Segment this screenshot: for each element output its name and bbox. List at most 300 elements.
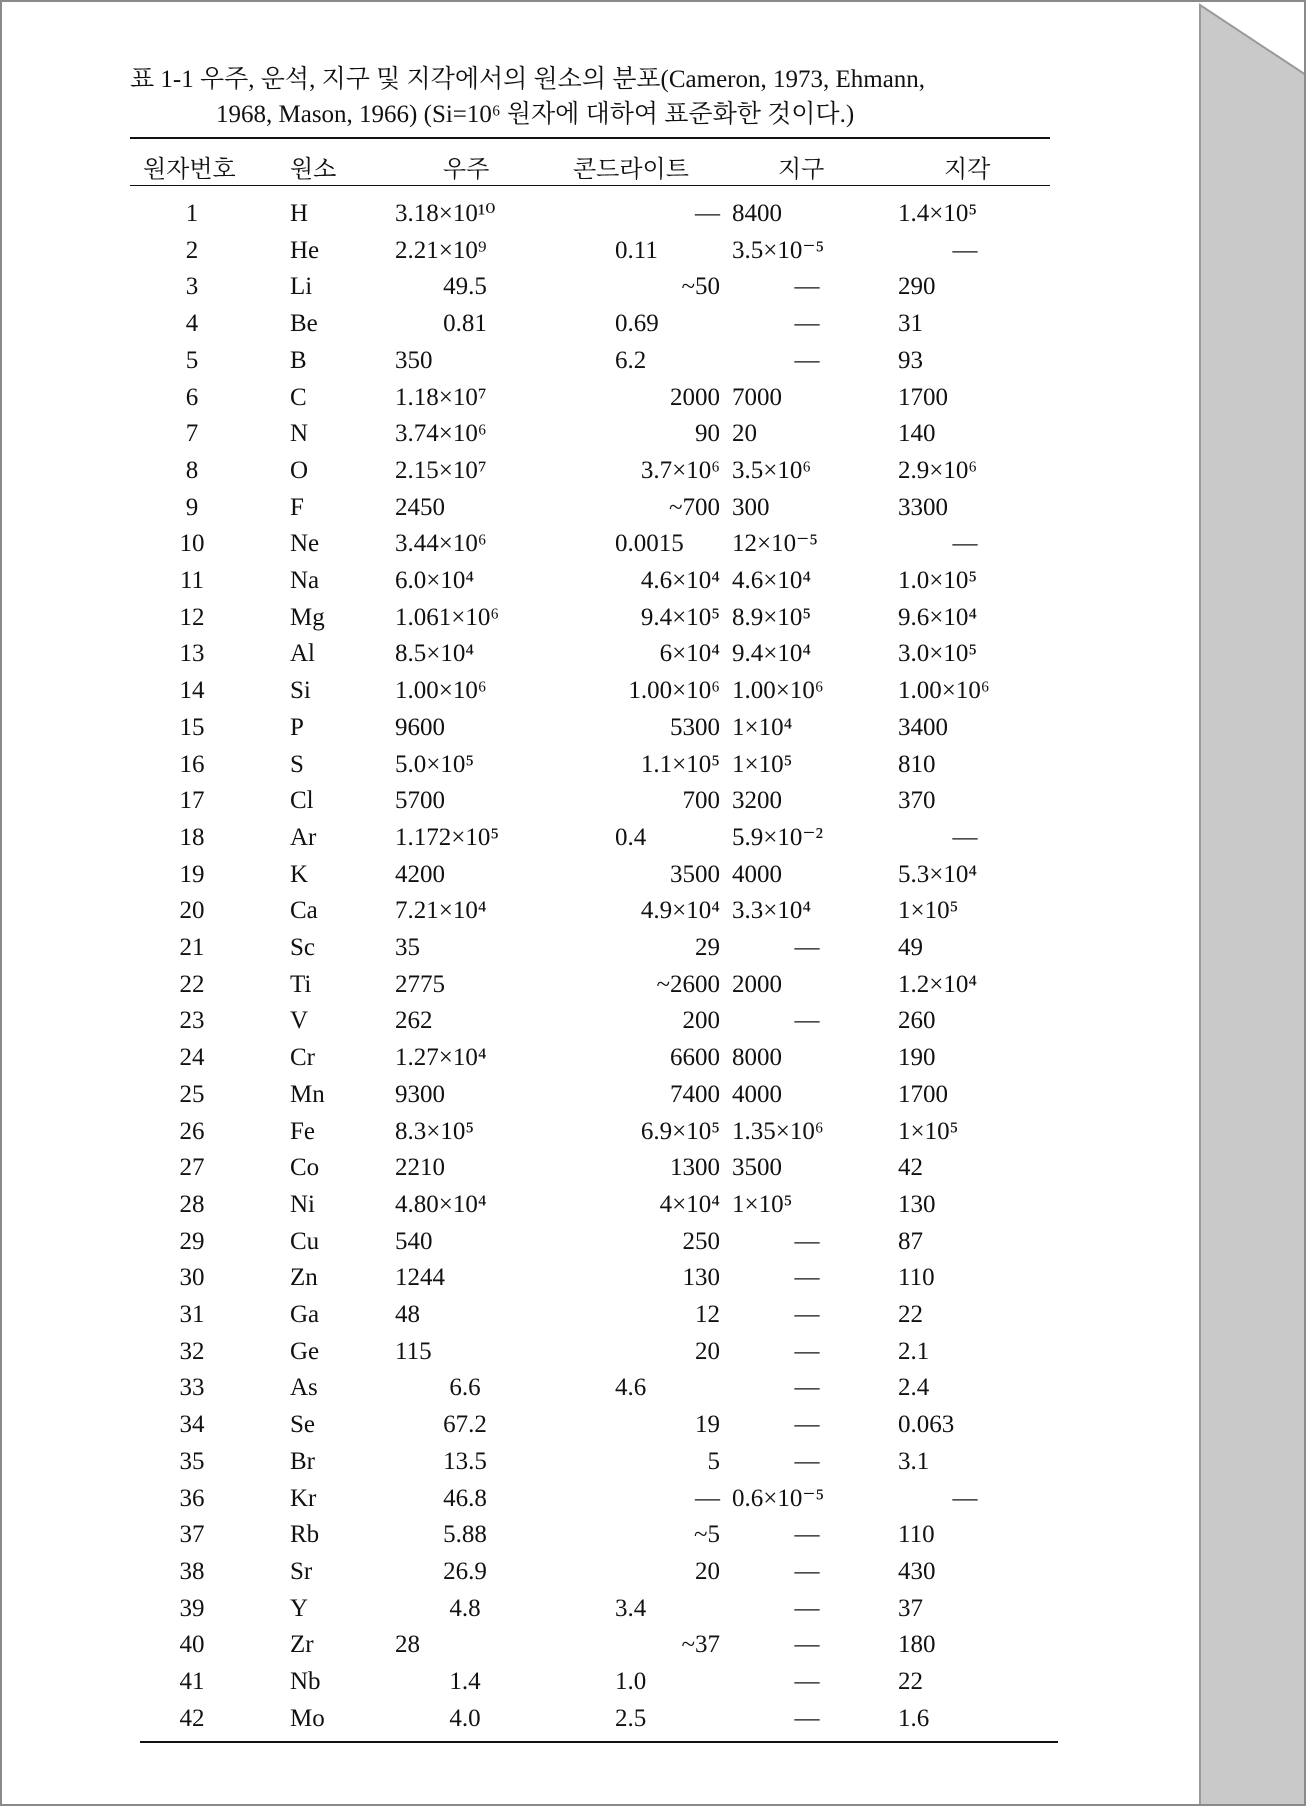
cell-chondrite: 4.9×10⁴ — [640, 897, 720, 925]
cell-universe: 540 — [395, 1227, 433, 1255]
cell-earth: 1×10⁵ — [732, 1190, 793, 1218]
cell-earth: 12×10⁻⁵ — [732, 530, 819, 558]
caption-line-2: 1968, Mason, 1966) (Si=10⁶ 원자에 대하여 표준화한 것이다.) — [216, 101, 855, 128]
cell-earth: 3.3×10⁴ — [732, 897, 812, 925]
cell-crust: 1.0×10⁵ — [898, 567, 978, 594]
cell-atomic-number: 19 — [179, 860, 205, 888]
cell-universe: 4.8 — [449, 1594, 481, 1622]
cell-universe: 3.18×10¹⁰ — [395, 200, 496, 227]
cell-earth: — — [794, 1264, 820, 1292]
header-crust: 지각 — [944, 155, 991, 183]
table-row — [0, 1370, 1200, 1406]
table-row — [0, 233, 1200, 269]
cell-atomic-number: 6 — [185, 383, 199, 411]
cell-universe: 6.6 — [449, 1374, 481, 1402]
cell-element: C — [290, 383, 307, 411]
cell-element: Na — [290, 567, 320, 594]
cell-atomic-number: 21 — [179, 934, 205, 961]
table-row — [0, 1187, 1200, 1223]
cell-element: Ti — [290, 970, 312, 998]
cell-crust: 1.6 — [898, 1704, 930, 1732]
cell-atomic-number: 14 — [179, 677, 205, 705]
table-row — [0, 1481, 1200, 1517]
cell-crust: 1×10⁵ — [898, 897, 959, 925]
cell-universe: 9600 — [395, 713, 445, 741]
cell-crust: 9.6×10⁴ — [898, 603, 978, 631]
cell-earth: 4.6×10⁴ — [732, 567, 812, 594]
cell-universe: 48 — [395, 1301, 420, 1328]
cell-atomic-number: 30 — [179, 1264, 205, 1292]
cell-crust: 5.3×10⁴ — [898, 860, 978, 888]
cell-chondrite: 0.0015 — [615, 530, 684, 558]
cell-universe: 1.061×10⁶ — [395, 603, 500, 631]
cell-element: Nb — [290, 1668, 321, 1695]
table-row — [0, 380, 1200, 416]
cell-atomic-number: 36 — [179, 1484, 205, 1512]
cell-atomic-number: 41 — [179, 1668, 205, 1695]
cell-crust: 370 — [898, 787, 936, 815]
cell-universe: 1.172×10⁵ — [395, 823, 500, 851]
cell-element: P — [290, 713, 304, 741]
table-row — [0, 306, 1200, 342]
cell-atomic-number: 1 — [185, 200, 199, 227]
cell-universe: 9300 — [395, 1080, 445, 1108]
cell-chondrite: 5300 — [670, 713, 720, 741]
cell-chondrite: 4.6 — [615, 1374, 647, 1402]
cell-universe: 1.4 — [449, 1668, 481, 1695]
cell-chondrite: 3500 — [670, 860, 720, 888]
cell-earth: — — [794, 1668, 820, 1695]
cell-atomic-number: 39 — [179, 1594, 205, 1622]
table-row — [0, 857, 1200, 893]
table-row — [0, 1517, 1200, 1553]
cell-element: Ar — [290, 823, 317, 851]
table-row — [0, 1591, 1200, 1627]
cell-universe: 6.0×10⁴ — [395, 567, 475, 594]
cell-chondrite: 2000 — [670, 383, 720, 411]
cell-element: Zn — [290, 1264, 318, 1292]
cell-universe: 1244 — [395, 1264, 445, 1292]
cell-crust: 22 — [898, 1301, 923, 1328]
cell-universe: 2450 — [395, 493, 445, 521]
cell-element: F — [290, 493, 304, 521]
cell-crust: 87 — [898, 1227, 923, 1255]
cell-universe: 49.5 — [443, 273, 487, 301]
cell-earth: — — [794, 1521, 820, 1549]
cell-atomic-number: 3 — [185, 273, 199, 301]
cell-earth: 7000 — [732, 383, 782, 411]
table-row — [0, 563, 1200, 599]
cell-chondrite: ~700 — [668, 493, 720, 521]
cell-element: Mn — [290, 1080, 325, 1108]
cell-universe: 3.44×10⁶ — [395, 530, 487, 558]
cell-element: N — [290, 420, 309, 448]
cell-atomic-number: 23 — [179, 1007, 205, 1035]
cell-earth: — — [794, 934, 820, 961]
cell-crust: 1.4×10⁵ — [898, 200, 978, 227]
cell-element: Se — [290, 1411, 315, 1439]
cell-atomic-number: 25 — [179, 1080, 205, 1108]
cell-crust: 37 — [898, 1594, 923, 1622]
cell-crust: 49 — [898, 934, 923, 961]
cell-atomic-number: 26 — [179, 1117, 205, 1145]
table-caption — [130, 62, 1065, 132]
cell-atomic-number: 22 — [179, 970, 205, 998]
bottom-rule — [140, 1741, 1058, 1743]
cell-chondrite: 0.69 — [615, 310, 659, 338]
cell-universe: 4.0 — [449, 1704, 481, 1732]
cell-chondrite: 1.0 — [615, 1668, 647, 1695]
cell-universe: 5700 — [395, 787, 445, 815]
table-row — [0, 1260, 1200, 1296]
cell-universe: 4.80×10⁴ — [395, 1190, 487, 1218]
cell-crust: 110 — [898, 1264, 935, 1292]
cell-universe: 35 — [395, 934, 420, 961]
cell-element: Mo — [290, 1704, 325, 1732]
cell-atomic-number: 17 — [179, 787, 205, 815]
cell-earth: — — [794, 1447, 820, 1475]
cell-crust: 31 — [898, 310, 923, 338]
cell-earth: 8000 — [732, 1044, 782, 1072]
cell-earth: — — [794, 346, 820, 374]
cell-chondrite: 6600 — [670, 1044, 720, 1072]
cell-universe: 5.0×10⁵ — [395, 750, 475, 778]
cell-earth: — — [794, 1337, 820, 1365]
cell-earth: 1.35×10⁶ — [732, 1117, 824, 1145]
cell-element: K — [290, 860, 309, 888]
cell-chondrite: 700 — [682, 787, 720, 815]
cell-crust: 1.2×10⁴ — [898, 970, 978, 998]
cell-universe: 4200 — [395, 860, 445, 888]
cell-chondrite: ~50 — [681, 273, 720, 301]
cell-earth: 8.9×10⁵ — [732, 603, 812, 631]
cell-crust: 2.4 — [898, 1374, 930, 1402]
cell-chondrite: 29 — [695, 934, 720, 961]
cell-atomic-number: 5 — [185, 346, 199, 374]
cell-universe: 2210 — [395, 1154, 445, 1182]
cell-chondrite: 20 — [695, 1337, 720, 1365]
cell-element: As — [290, 1374, 318, 1402]
cell-atomic-number: 42 — [179, 1704, 205, 1732]
table-row — [0, 1224, 1200, 1260]
cell-universe: 1.27×10⁴ — [395, 1044, 487, 1072]
table-row — [0, 600, 1200, 636]
table-row — [0, 930, 1200, 966]
cell-crust: 130 — [898, 1190, 936, 1218]
cell-chondrite: 200 — [682, 1007, 720, 1035]
table-row — [0, 673, 1200, 709]
cell-element: Ge — [290, 1337, 320, 1365]
cell-chondrite: ~2600 — [656, 970, 720, 998]
cell-chondrite: 19 — [695, 1411, 720, 1439]
table-row — [0, 490, 1200, 526]
cell-atomic-number: 9 — [185, 493, 199, 521]
table-row — [0, 636, 1200, 672]
cell-chondrite: 4×10⁴ — [659, 1190, 720, 1218]
cell-crust: 1700 — [898, 1080, 948, 1108]
cell-universe: 2.21×10⁹ — [395, 236, 487, 264]
cell-atomic-number: 4 — [185, 310, 199, 338]
cell-element: Si — [290, 677, 311, 705]
cell-element: Y — [290, 1594, 309, 1622]
cell-universe: 46.8 — [443, 1484, 487, 1512]
table-row — [0, 416, 1200, 452]
cell-element: Kr — [290, 1484, 317, 1512]
cell-atomic-number: 40 — [179, 1631, 205, 1659]
cell-atomic-number: 20 — [179, 897, 205, 925]
cell-chondrite: 0.4 — [615, 823, 647, 851]
table-row — [0, 453, 1200, 489]
top-rule — [130, 137, 1050, 139]
cell-chondrite: 0.11 — [615, 236, 658, 264]
cell-universe: 350 — [395, 346, 433, 374]
cell-crust: 22 — [898, 1668, 923, 1695]
cell-crust: — — [952, 236, 978, 264]
table-row — [0, 269, 1200, 305]
table-row — [0, 1003, 1200, 1039]
cell-element: V — [290, 1007, 309, 1035]
header-chondrite: 콘드라이트 — [573, 155, 689, 183]
cell-crust: 3.0×10⁵ — [898, 640, 978, 668]
table-row — [0, 783, 1200, 819]
cell-atomic-number: 35 — [179, 1447, 205, 1475]
header-element: 원소 — [290, 155, 337, 183]
cell-chondrite: ~5 — [693, 1521, 720, 1549]
cell-crust: 290 — [898, 273, 936, 301]
cell-atomic-number: 7 — [185, 420, 199, 448]
cell-earth: 3500 — [732, 1154, 782, 1182]
cell-atomic-number: 8 — [185, 456, 199, 484]
cell-element: Be — [290, 310, 318, 338]
cell-chondrite: 4.6×10⁴ — [640, 567, 720, 594]
caption-line-1: 표 1-1 우주, 운석, 지구 및 지각에서의 원소의 분포(Cameron, 1973, Ehmann, — [130, 66, 926, 93]
cell-earth: — — [794, 1411, 820, 1439]
cell-element: Fe — [290, 1117, 315, 1145]
cell-chondrite: 3.7×10⁶ — [640, 456, 720, 484]
cell-earth: 1×10⁴ — [732, 713, 793, 741]
cell-earth: 2000 — [732, 970, 782, 998]
cell-element: Zr — [290, 1631, 314, 1659]
table-row — [0, 1444, 1200, 1480]
table-row — [0, 1077, 1200, 1113]
cell-crust: 140 — [898, 420, 936, 448]
cell-earth: 3200 — [732, 787, 782, 815]
table-row — [0, 1664, 1200, 1700]
cell-universe: 115 — [395, 1337, 432, 1365]
cell-atomic-number: 10 — [179, 530, 205, 558]
table-row — [0, 1114, 1200, 1150]
cell-chondrite: — — [695, 1484, 720, 1512]
cell-chondrite: 250 — [682, 1227, 720, 1255]
cell-chondrite: 12 — [695, 1301, 720, 1328]
cell-universe: 262 — [395, 1007, 433, 1035]
cell-crust: 3.1 — [898, 1447, 930, 1475]
table-row — [0, 820, 1200, 856]
cell-atomic-number: 33 — [179, 1374, 205, 1402]
cell-earth: 1×10⁵ — [732, 750, 793, 778]
cell-universe: 2775 — [395, 970, 445, 998]
cell-crust: 110 — [898, 1521, 935, 1549]
cell-universe: 67.2 — [443, 1411, 487, 1439]
cell-crust: 42 — [898, 1154, 923, 1182]
cell-element: Mg — [290, 603, 325, 631]
cell-earth: — — [794, 1374, 820, 1402]
cell-chondrite: 20 — [695, 1557, 720, 1585]
cell-atomic-number: 12 — [179, 603, 205, 631]
table-row — [0, 710, 1200, 746]
cell-element: Cu — [290, 1227, 320, 1255]
cell-element: Br — [290, 1447, 315, 1475]
cell-atomic-number: 13 — [179, 640, 205, 668]
header-universe: 우주 — [443, 155, 490, 183]
cell-atomic-number: 28 — [179, 1190, 205, 1218]
cell-element: O — [290, 456, 309, 484]
table-row — [0, 196, 1200, 232]
cell-chondrite: 3.4 — [615, 1594, 647, 1622]
cell-chondrite: 2.5 — [615, 1704, 647, 1732]
cell-crust: — — [952, 530, 978, 558]
cell-element: S — [290, 750, 304, 778]
cell-earth: — — [794, 273, 820, 301]
header-earth: 지구 — [778, 155, 825, 183]
cell-atomic-number: 15 — [179, 713, 205, 741]
cell-atomic-number: 37 — [179, 1521, 205, 1549]
cell-chondrite: 6.2 — [615, 346, 647, 374]
cell-earth: 3.5×10⁶ — [732, 456, 812, 484]
cell-chondrite: 6.9×10⁵ — [640, 1117, 720, 1145]
cell-earth: 1.00×10⁶ — [732, 677, 824, 705]
cell-universe: 1.18×10⁷ — [395, 383, 487, 411]
table-row — [0, 1150, 1200, 1186]
cell-earth: 5.9×10⁻² — [732, 823, 824, 851]
cell-earth: 20 — [732, 420, 757, 448]
cell-atomic-number: 38 — [179, 1557, 205, 1585]
cell-atomic-number: 34 — [179, 1411, 205, 1439]
table-row — [0, 526, 1200, 562]
cell-universe: 13.5 — [443, 1447, 487, 1475]
cell-chondrite: 5 — [707, 1447, 720, 1475]
header-rule — [130, 185, 1050, 186]
cell-element: Sc — [290, 934, 315, 961]
table-row — [0, 1554, 1200, 1590]
cell-element: H — [290, 200, 309, 227]
cell-element: Sr — [290, 1557, 313, 1585]
cell-atomic-number: 24 — [179, 1044, 205, 1072]
cell-universe: 1.00×10⁶ — [395, 677, 487, 705]
cell-crust: 190 — [898, 1044, 936, 1072]
table-row — [0, 1407, 1200, 1443]
cell-crust: 430 — [898, 1557, 936, 1585]
table-row — [0, 1297, 1200, 1333]
cell-chondrite: ~37 — [681, 1631, 720, 1659]
cell-element: Cl — [290, 787, 314, 815]
cell-crust: 1×10⁵ — [898, 1117, 959, 1145]
cell-earth: — — [794, 1594, 820, 1622]
cell-universe: 3.74×10⁶ — [395, 420, 487, 448]
cell-crust: — — [952, 823, 978, 851]
cell-earth: 0.6×10⁻⁵ — [732, 1484, 825, 1512]
cell-element: Al — [290, 640, 315, 668]
cell-atomic-number: 31 — [179, 1301, 205, 1328]
cell-earth: 4000 — [732, 1080, 782, 1108]
cell-element: Co — [290, 1154, 320, 1182]
cell-earth: — — [794, 1007, 820, 1035]
cell-element: Rb — [290, 1521, 320, 1549]
cell-crust: 2.9×10⁶ — [898, 456, 978, 484]
cell-universe: 2.15×10⁷ — [395, 456, 487, 484]
cell-earth: 3.5×10⁻⁵ — [732, 236, 825, 264]
cell-atomic-number: 29 — [179, 1227, 205, 1255]
table-row — [0, 893, 1200, 929]
cell-universe: 8.5×10⁴ — [395, 640, 475, 668]
cell-earth: 9.4×10⁴ — [732, 640, 812, 668]
cell-chondrite: — — [695, 200, 720, 227]
cell-crust: — — [952, 1484, 978, 1512]
table-row — [0, 967, 1200, 1003]
cell-earth: — — [794, 1301, 820, 1328]
cell-crust: 3300 — [898, 493, 948, 521]
cell-crust: 180 — [898, 1631, 936, 1659]
cell-crust: 3400 — [898, 713, 948, 741]
cell-earth: — — [794, 1227, 820, 1255]
cell-atomic-number: 32 — [179, 1337, 205, 1365]
cell-element: Ni — [290, 1190, 315, 1218]
cell-universe: 7.21×10⁴ — [395, 897, 487, 925]
cell-universe: 28 — [395, 1631, 420, 1659]
cell-crust: 810 — [898, 750, 936, 778]
cell-element: Ne — [290, 530, 320, 558]
cell-element: He — [290, 236, 320, 264]
cell-chondrite: 90 — [695, 420, 720, 448]
table-row — [0, 747, 1200, 783]
header-atomic-number: 원자번호 — [143, 155, 236, 183]
cell-element: Ca — [290, 897, 318, 925]
cell-universe: 8.3×10⁵ — [395, 1117, 475, 1145]
cell-universe: 5.88 — [443, 1521, 487, 1549]
cell-earth: 8400 — [732, 200, 782, 227]
cell-chondrite: 7400 — [670, 1080, 720, 1108]
table-row — [0, 1701, 1200, 1737]
cell-earth: — — [794, 1557, 820, 1585]
table-row — [0, 1334, 1200, 1370]
cell-universe: 0.81 — [443, 310, 487, 338]
cell-earth: — — [794, 1631, 820, 1659]
cell-earth: — — [794, 310, 820, 338]
cell-crust: 1700 — [898, 383, 948, 411]
cell-crust: 93 — [898, 346, 923, 374]
cell-element: B — [290, 346, 307, 374]
cell-crust: 260 — [898, 1007, 936, 1035]
table-row — [0, 1627, 1200, 1663]
cell-universe: 26.9 — [443, 1557, 487, 1585]
cell-crust: 0.063 — [898, 1411, 955, 1439]
cell-chondrite: 6×10⁴ — [659, 640, 720, 668]
cell-element: Cr — [290, 1044, 315, 1072]
cell-earth: — — [794, 1704, 820, 1732]
cell-atomic-number: 2 — [185, 236, 199, 264]
table-row — [0, 343, 1200, 379]
cell-chondrite: 9.4×10⁵ — [640, 603, 720, 631]
cell-element: Li — [290, 273, 313, 301]
cell-chondrite: 1.1×10⁵ — [640, 750, 720, 778]
cell-crust: 2.1 — [898, 1337, 930, 1365]
cell-element: Ga — [290, 1301, 320, 1328]
cell-earth: 300 — [732, 493, 770, 521]
table-row — [0, 1040, 1200, 1076]
cell-crust: 1.00×10⁶ — [898, 677, 990, 705]
cell-atomic-number: 18 — [179, 823, 205, 851]
cell-atomic-number: 11 — [179, 567, 205, 594]
